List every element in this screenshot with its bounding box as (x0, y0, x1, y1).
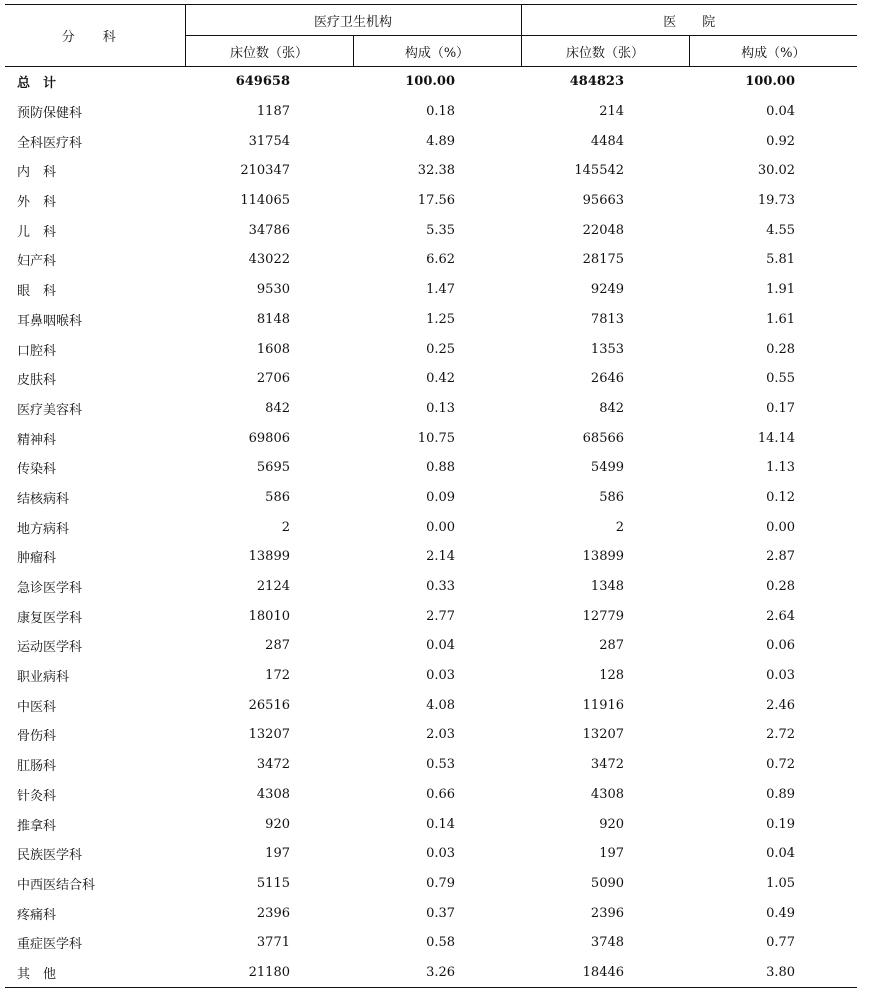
pct-hospitals-cell: 1.61 (766, 311, 796, 327)
department-name-cell: 推拿科 (17, 818, 57, 834)
beds-hospitals-cell: 18446 (521, 958, 689, 988)
col-header-beds-hospitals: 床位数（张） (521, 36, 689, 67)
table-row (5, 601, 857, 631)
beds-hospitals-cell: 2 (615, 519, 625, 535)
pct-institutions-cell: 100.00 (405, 74, 456, 90)
beds-institutions-cell: 69806 (248, 430, 290, 446)
beds-hospitals-cell: 1353 (590, 341, 625, 357)
beds-institutions-cell: 3771 (256, 935, 290, 951)
beds-hospitals-cell: 3472 (590, 757, 625, 773)
pct-institutions-cell: 0.00 (426, 519, 456, 535)
pct-institutions-cell: 1.25 (426, 311, 456, 327)
pct-institutions-cell: 0.09 (426, 489, 456, 505)
table-row (5, 572, 857, 602)
beds-hospitals-cell: 484823 (569, 74, 625, 90)
department-name-cell: 肛肠科 (17, 759, 57, 775)
beds-hospitals-cell: 13899 (582, 549, 625, 565)
beds-institutions-cell: 287 (265, 638, 290, 654)
beds-institutions-cell: 2 (281, 519, 290, 535)
pct-hospitals-cell: 4.55 (766, 222, 796, 238)
pct-institutions-cell: 0.66 (426, 786, 456, 802)
pct-hospitals-cell: 0.00 (766, 519, 796, 535)
pct-hospitals-cell: 1.13 (766, 460, 796, 476)
beds-institutions-cell: 842 (265, 400, 290, 416)
table-row (5, 512, 857, 542)
beds-institutions-cell: 4308 (256, 786, 290, 802)
table-row (5, 97, 857, 127)
table-row (5, 631, 857, 661)
pct-institutions-cell: 0.33 (426, 579, 456, 595)
pct-hospitals-cell: 0.49 (766, 905, 796, 921)
beds-hospitals-cell: 9249 (590, 282, 625, 298)
beds-hospitals-cell: 842 (599, 400, 625, 416)
beds-institutions-cell: 13207 (248, 727, 290, 743)
pct-hospitals-cell: 2.64 (766, 608, 796, 624)
beds-institutions-cell: 5695 (256, 460, 290, 476)
beds-hospitals-cell: 920 (599, 816, 625, 832)
beds-hospitals-cell: 145542 (574, 163, 625, 179)
bed-distribution-table-wrapper (5, 4, 857, 988)
beds-institutions-cell: 2396 (256, 905, 290, 921)
department-name-cell: 眼 科 (17, 284, 57, 300)
table-row (5, 958, 857, 988)
table-row (5, 690, 857, 720)
department-name-cell: 疼痛科 (17, 907, 57, 923)
table-row (5, 305, 857, 335)
beds-institutions-cell: 114065 (240, 193, 290, 209)
table-row (5, 245, 857, 275)
beds-hospitals-cell: 214 (599, 104, 625, 120)
pct-institutions-cell: 5.35 (426, 222, 456, 238)
pct-institutions-cell: 0.88 (426, 460, 456, 476)
pct-hospitals-cell: 2.87 (766, 549, 796, 565)
beds-institutions-cell: 18010 (248, 608, 290, 624)
pct-hospitals-cell: 0.17 (766, 400, 796, 416)
pct-institutions-cell: 0.79 (426, 875, 456, 891)
pct-hospitals-cell: 0.92 (766, 133, 796, 149)
beds-institutions-cell: 13899 (248, 549, 290, 565)
pct-hospitals-cell: 1.91 (766, 282, 796, 298)
pct-hospitals-cell: 0.12 (766, 489, 796, 505)
pct-hospitals-cell: 0.06 (766, 638, 796, 654)
pct-hospitals-cell: 2.46 (766, 697, 796, 713)
table-row (5, 661, 857, 691)
pct-hospitals-cell: 3.80 (689, 958, 857, 988)
pct-institutions-cell: 0.18 (426, 104, 456, 120)
pct-institutions-cell: 0.03 (426, 668, 456, 684)
table-row (5, 750, 857, 780)
header-row-groups (5, 5, 857, 36)
pct-institutions-cell: 4.08 (426, 697, 456, 713)
beds-hospitals-cell: 5499 (590, 460, 625, 476)
group-header-health-institutions: 医疗卫生机构 (185, 5, 521, 36)
table-row (5, 869, 857, 899)
department-name-cell: 中医科 (17, 699, 57, 715)
col-header-pct-institutions: 构成（%） (353, 36, 521, 67)
table-row (5, 126, 857, 156)
pct-hospitals-cell: 0.77 (766, 935, 796, 951)
department-name-cell: 中西医结合科 (17, 877, 96, 893)
pct-hospitals-cell: 0.28 (766, 341, 796, 357)
department-name-cell: 总 计 (17, 76, 57, 92)
beds-hospitals-cell: 7813 (590, 311, 625, 327)
table-row (5, 720, 857, 750)
beds-hospitals-cell: 586 (599, 489, 625, 505)
pct-institutions-cell: 4.89 (426, 133, 456, 149)
pct-institutions-cell: 17.56 (417, 193, 456, 209)
table-row (5, 423, 857, 453)
pct-institutions-cell: 0.53 (426, 757, 456, 773)
department-name-cell: 耳鼻咽喉科 (17, 313, 83, 329)
department-name-cell: 重症医学科 (17, 937, 83, 953)
beds-institutions-cell: 8148 (256, 311, 290, 327)
table-row (5, 839, 857, 869)
beds-institutions-cell: 43022 (248, 252, 290, 268)
table-row (5, 780, 857, 810)
pct-hospitals-cell: 0.04 (766, 846, 796, 862)
beds-institutions-cell: 9530 (256, 282, 290, 298)
beds-hospitals-cell: 287 (599, 638, 625, 654)
pct-hospitals-cell: 0.55 (766, 371, 796, 387)
department-name-cell: 外 科 (17, 195, 57, 211)
beds-institutions-cell: 172 (265, 668, 290, 684)
pct-institutions-cell: 0.14 (426, 816, 456, 832)
beds-institutions-cell: 2124 (256, 579, 290, 595)
department-name-cell: 儿 科 (17, 224, 57, 240)
pct-hospitals-cell: 1.05 (766, 875, 796, 891)
beds-institutions-cell: 3472 (256, 757, 290, 773)
beds-institutions-cell: 1187 (256, 104, 290, 120)
pct-institutions-cell: 2.03 (426, 727, 456, 743)
beds-hospitals-cell: 68566 (582, 430, 625, 446)
department-name-cell: 骨伤科 (17, 729, 57, 745)
table-row (5, 275, 857, 305)
pct-hospitals-cell: 5.81 (766, 252, 796, 268)
department-name-cell: 传染科 (17, 462, 57, 478)
pct-institutions-cell: 0.37 (426, 905, 456, 921)
pct-institutions-cell: 6.62 (426, 252, 456, 268)
table-row (5, 809, 857, 839)
pct-institutions-cell: 1.47 (426, 282, 456, 298)
pct-institutions-cell: 2.77 (426, 608, 456, 624)
department-name-cell: 针灸科 (17, 788, 57, 804)
beds-institutions-cell: 649658 (235, 74, 290, 90)
pct-hospitals-cell: 0.72 (766, 757, 796, 773)
pct-institutions-cell: 0.03 (426, 846, 456, 862)
beds-institutions-cell: 26516 (248, 697, 290, 713)
department-name-cell: 运动医学科 (17, 640, 83, 656)
pct-institutions-cell: 3.26 (353, 958, 521, 988)
pct-hospitals-cell: 2.72 (766, 727, 796, 743)
beds-institutions-cell: 21180 (185, 958, 353, 988)
table-row (5, 542, 857, 572)
department-name-cell: 康复医学科 (17, 610, 83, 626)
beds-institutions-cell: 31754 (248, 133, 290, 149)
pct-hospitals-cell: 19.73 (757, 193, 796, 209)
beds-institutions-cell: 197 (265, 846, 290, 862)
table-row (5, 898, 857, 928)
table-row (5, 394, 857, 424)
group-header-hospitals: 医 院 (521, 5, 857, 36)
department-name-cell: 结核病科 (17, 491, 70, 507)
beds-hospitals-cell: 2646 (590, 371, 625, 387)
beds-hospitals-cell: 4308 (590, 786, 625, 802)
table-row (5, 334, 857, 364)
table-header (5, 5, 857, 67)
table-row-total (5, 67, 857, 97)
beds-hospitals-cell: 5090 (590, 875, 625, 891)
beds-hospitals-cell: 95663 (582, 193, 625, 209)
beds-institutions-cell: 2706 (256, 371, 290, 387)
department-name-cell: 其 他 (5, 958, 185, 988)
table-body (5, 67, 857, 988)
beds-hospitals-cell: 28175 (582, 252, 625, 268)
beds-institutions-cell: 210347 (240, 163, 290, 179)
beds-hospitals-cell: 197 (599, 846, 625, 862)
pct-institutions-cell: 0.04 (426, 638, 456, 654)
department-name-cell: 口腔科 (17, 343, 57, 359)
department-name-cell: 全科医疗科 (17, 135, 83, 151)
department-name-cell: 内 科 (17, 165, 57, 181)
department-name-cell: 皮肤科 (17, 373, 57, 389)
beds-hospitals-cell: 3748 (590, 935, 625, 951)
bed-distribution-table (5, 4, 857, 988)
beds-hospitals-cell: 128 (599, 668, 625, 684)
beds-institutions-cell: 920 (265, 816, 290, 832)
department-name-cell: 肿瘤科 (17, 551, 57, 567)
beds-hospitals-cell: 4484 (590, 133, 625, 149)
department-name-cell: 地方病科 (17, 521, 70, 537)
beds-institutions-cell: 1608 (256, 341, 290, 357)
beds-institutions-cell: 34786 (248, 222, 290, 238)
col-header-pct-hospitals: 构成（%） (689, 36, 857, 67)
table-row (5, 928, 857, 958)
department-name-cell: 民族医学科 (17, 848, 83, 864)
row-label-header: 分 科 (5, 5, 185, 67)
pct-institutions-cell: 0.42 (426, 371, 456, 387)
table-row (5, 186, 857, 216)
pct-institutions-cell: 10.75 (417, 430, 456, 446)
table-row (5, 483, 857, 513)
table-row (5, 453, 857, 483)
department-name-cell: 职业病科 (17, 670, 70, 686)
col-header-beds-institutions: 床位数（张） (185, 36, 353, 67)
pct-hospitals-cell: 30.02 (757, 163, 796, 179)
table-row (5, 215, 857, 245)
pct-hospitals-cell: 0.03 (766, 668, 796, 684)
department-name-cell: 医疗美容科 (17, 402, 83, 418)
department-name-cell: 急诊医学科 (17, 581, 83, 597)
pct-institutions-cell: 0.13 (426, 400, 456, 416)
beds-hospitals-cell: 22048 (582, 222, 625, 238)
beds-hospitals-cell: 2396 (590, 905, 625, 921)
pct-hospitals-cell: 0.89 (766, 786, 796, 802)
department-name-cell: 预防保健科 (17, 106, 83, 122)
beds-institutions-cell: 586 (265, 489, 290, 505)
pct-hospitals-cell: 0.19 (766, 816, 796, 832)
beds-hospitals-cell: 11916 (582, 697, 625, 713)
department-name-cell: 精神科 (17, 432, 57, 448)
pct-hospitals-cell: 0.28 (766, 579, 796, 595)
beds-hospitals-cell: 1348 (590, 579, 625, 595)
department-name-cell: 妇产科 (17, 254, 57, 270)
beds-hospitals-cell: 13207 (582, 727, 625, 743)
pct-institutions-cell: 2.14 (426, 549, 456, 565)
beds-institutions-cell: 5115 (256, 875, 290, 891)
beds-hospitals-cell: 12779 (582, 608, 625, 624)
table-row (5, 364, 857, 394)
table-row (5, 156, 857, 186)
pct-hospitals-cell: 100.00 (745, 74, 796, 90)
pct-institutions-cell: 0.58 (426, 935, 456, 951)
pct-hospitals-cell: 0.04 (766, 104, 796, 120)
pct-hospitals-cell: 14.14 (757, 430, 796, 446)
pct-institutions-cell: 32.38 (417, 163, 456, 179)
pct-institutions-cell: 0.25 (426, 341, 456, 357)
